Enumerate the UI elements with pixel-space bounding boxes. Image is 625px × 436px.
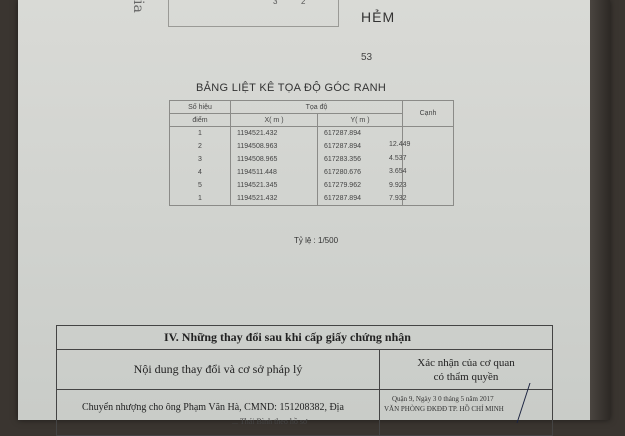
edge-lengths — [389, 138, 410, 206]
x-cell: 1194521.432 — [231, 192, 318, 206]
header-coordinates: Tọa độ — [231, 101, 403, 114]
point-cell: 1 — [170, 127, 231, 141]
handwritten-fragment: ia — [130, 0, 146, 13]
header-y: Y( m ) — [318, 114, 403, 127]
x-cell: 1194508.963 — [231, 140, 318, 153]
edge-length: 12.449 — [389, 141, 411, 148]
coordinate-table — [169, 100, 454, 206]
y-cell: 617280.676 — [318, 166, 403, 179]
change-entry-line2: ... Thái Bình theo hồ sơ — [232, 417, 308, 426]
table-row — [170, 140, 454, 153]
point-cell: 3 — [170, 153, 231, 166]
edge-length: 9.923 — [389, 181, 407, 189]
table-row — [170, 127, 454, 141]
y-cell: 617287.894 — [318, 127, 403, 141]
x-cell: 1194508.965 — [231, 153, 318, 166]
document-page — [18, 0, 610, 426]
edge-length: 3.654 — [389, 168, 407, 175]
y-cell: 617279.962 — [318, 179, 403, 192]
confirm-office: VĂN PHÒNG ĐKĐĐ TP. HỒ CHÍ MINH — [384, 405, 504, 413]
map-boundary-line — [168, 26, 338, 27]
confirm-header-line1: Xác nhận của cơ quan — [417, 356, 515, 369]
header-edge: Cạnh — [403, 101, 454, 127]
street-label: HẺM — [361, 9, 396, 25]
section-iv-title: IV. Những thay đổi sau khi cấp giấy chứng nhận — [57, 326, 553, 350]
y-cell: 617283.356 — [318, 153, 403, 166]
confirm-date: Quận 9, Ngày 3 0 tháng 5 năm 2017 — [392, 395, 494, 403]
map-boundary-line — [168, 0, 169, 26]
point-cell: 1 — [170, 192, 231, 206]
changes-table — [56, 325, 553, 436]
header-point-number-2: điểm — [170, 114, 231, 127]
y-cell: 617287.894 — [318, 192, 403, 206]
point-cell: 2 — [170, 140, 231, 153]
x-cell: 1194511.448 — [231, 166, 318, 179]
edge-length: 7.932 — [389, 195, 407, 202]
content-column-header: Nội dung thay đổi và cơ sở pháp lý — [57, 350, 380, 390]
point-cell: 4 — [170, 166, 231, 179]
confirm-header-line2: có thẩm quyền — [433, 370, 499, 383]
table-row — [170, 179, 454, 192]
change-entry-line1: Chuyển nhượng cho ông Phạm Văn Hà, CMND: 151208382, Địa — [82, 402, 344, 413]
plot-number: 3 — [273, 0, 278, 6]
header-point-number: Số hiệu — [170, 101, 231, 114]
lot-number: 53 — [361, 52, 373, 63]
confirm-column-header — [380, 350, 553, 390]
map-boundary-line — [338, 0, 339, 27]
header-x: X( m ) — [231, 114, 318, 127]
table-row — [170, 166, 454, 179]
x-cell: 1194521.432 — [231, 127, 318, 141]
x-cell: 1194521.345 — [231, 179, 318, 192]
plot-number: 2 — [301, 0, 306, 6]
point-cell: 5 — [170, 179, 231, 192]
edge-length: 4.537 — [389, 154, 407, 162]
table-row — [170, 192, 454, 206]
y-cell: 617287.894 — [318, 140, 403, 153]
background-edge — [590, 0, 610, 420]
table-row — [170, 153, 454, 166]
scale-label: Tỷ lệ : 1/500 — [294, 236, 339, 245]
coordinate-table-title: BẢNG LIỆT KÊ TỌA ĐỘ GÓC RANH — [196, 82, 387, 94]
change-entry — [57, 390, 380, 436]
